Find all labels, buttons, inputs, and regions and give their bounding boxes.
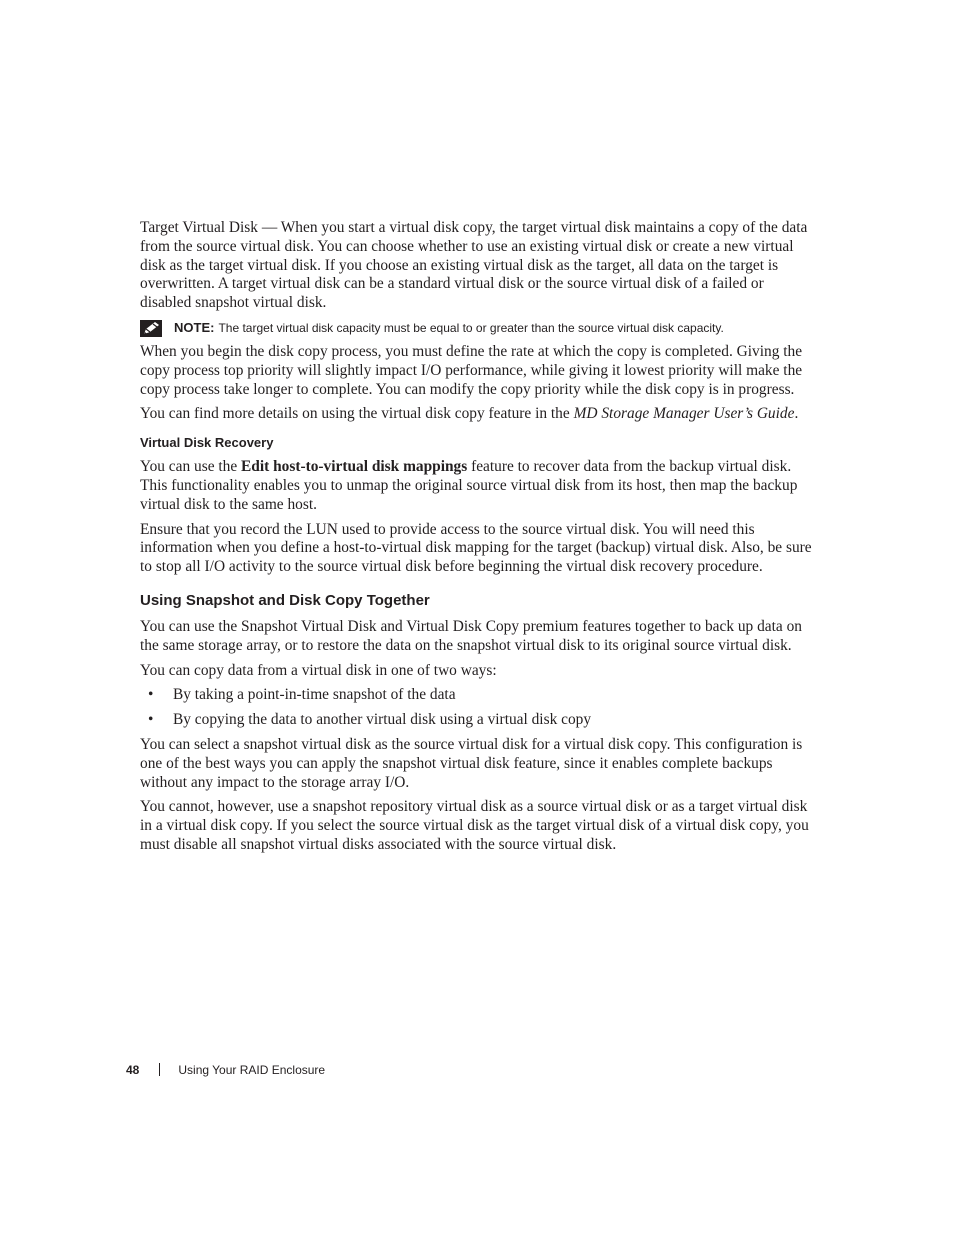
recovery-text-end: feature to recover data from the backup virtual disk. This functionality enables you to unmap the original source virtual disk from its host, then map the backup virtual disk to the same host. — [140, 458, 798, 513]
recovery-paragraph — [140, 458, 816, 514]
bullet: • — [148, 686, 154, 704]
bullet: • — [148, 711, 154, 729]
two-ways-paragraph: You can copy data from a virtual disk in one of two ways: — [140, 661, 497, 679]
note-label: NOTE: — [174, 319, 215, 335]
copy-methods-list — [140, 686, 816, 730]
note-body — [140, 319, 816, 337]
note-text: The target virtual disk capacity must be equal to or greater than the source virtual disk capacity. — [218, 320, 724, 335]
snapshot-source-paragraph: You can select a snapshot virtual disk as the source virtual disk for a virtual disk copy. This configuration is one of the best ways you can apply the snapshot virtual disk feature, since it enables complete backups without any impact to the storage array I/O. — [140, 735, 803, 791]
pencil-note-icon — [140, 320, 162, 337]
list-item — [140, 711, 816, 730]
page-body — [140, 219, 816, 861]
target-virtual-disk-term: Target Virtual Disk — [140, 219, 258, 236]
more-details-text: You can find more details on using the virtual disk copy feature in the — [140, 405, 574, 423]
list-item-text: By taking a point-in-time snapshot of the data — [173, 686, 456, 704]
list-item — [140, 686, 816, 705]
virtual-disk-recovery-heading: Virtual Disk Recovery — [140, 435, 274, 451]
target-virtual-disk-text: — When you start a virtual disk copy, the target virtual disk maintains a copy of the data from the source virtual disk. You can choose whether to use an existing virtual disk or create a new virtual disk as the target virtual disk. If you choose an existing virtual disk as the target, all data on the target is overwritten. A target virtual disk can be a standard virtual disk or the source virtual disk of a failed or disabled snapshot virtual disk. — [140, 219, 808, 312]
more-details-end: . — [794, 405, 799, 423]
premium-features-paragraph: You can use the Snapshot Virtual Disk and Virtual Disk Copy premium features together to back up data on the same storage array, or to restore the data on the snapshot virtual disk to its original source virtual disk. — [140, 617, 802, 654]
edit-mappings-feature: Edit host-to-virtual disk mappings — [241, 458, 468, 476]
copy-priority-paragraph: When you begin the disk copy process, you must define the rate at which the copy is completed. Giving the copy process top priority will slightly impact I/O performance, while giving it lowest priority will make the copy process take longer to complete. You can modify the copy priority while the disk copy is in progress. — [140, 342, 803, 398]
page-footer — [126, 1062, 325, 1078]
repository-restriction-paragraph: You cannot, however, use a snapshot repository virtual disk as a source virtual disk or as a target virtual disk in a virtual disk copy. If you select the source virtual disk as the target virtual disk of a virtual disk copy, you must disable all snapshot virtual disks associated with the source virtual disk. — [140, 798, 809, 853]
recovery-text-start: You can use the — [140, 458, 242, 476]
note-box — [140, 319, 816, 337]
record-lun-paragraph: Ensure that you record the LUN used to provide access to the source virtual disk. You will need this information when you define a host-to-virtual disk mapping for the target (backup) virtual disk. Also, be sure to stop all I/O activity to the source virtual disk before beginning the virtual disk recovery procedure. — [140, 520, 812, 576]
page-number: 48 — [126, 1063, 140, 1077]
more-details-paragraph — [140, 405, 816, 424]
footer-section-title: Using Your RAID Enclosure — [178, 1063, 326, 1077]
guide-title: MD Storage Manager User’s Guide — [573, 405, 795, 423]
footer-divider — [159, 1063, 160, 1076]
target-virtual-disk-paragraph — [140, 219, 816, 313]
snapshot-disk-copy-heading: Using Snapshot and Disk Copy Together — [140, 591, 430, 609]
list-item-text: By copying the data to another virtual disk using a virtual disk copy — [173, 711, 592, 729]
